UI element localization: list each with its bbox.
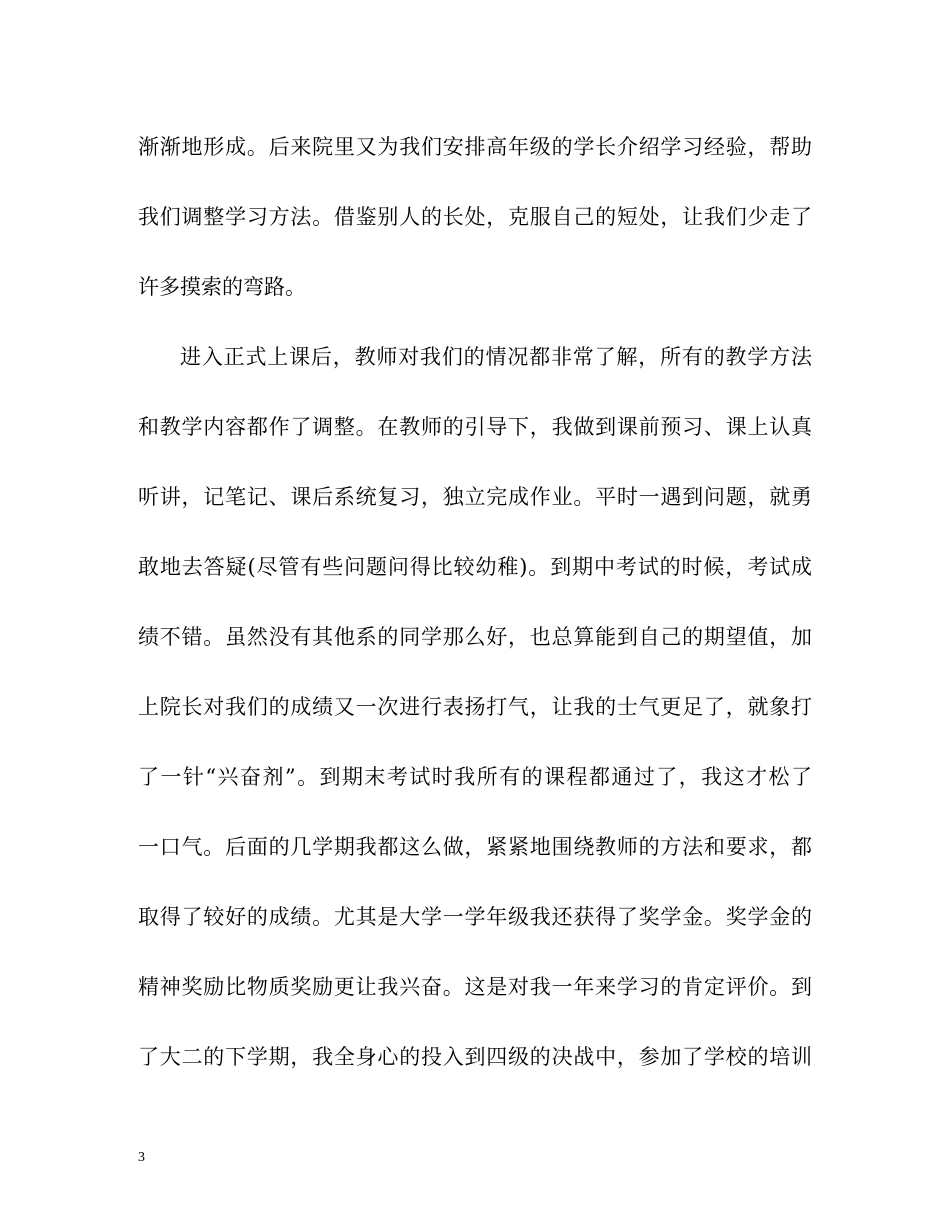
text-line: 取得了较好的成绩。尤其是大学一学年级我还获得了奖学金。奖学金的	[138, 905, 812, 929]
text-line: 了大二的下学期，我全身心的投入到四级的决战中，参加了学校的培训	[138, 1045, 812, 1069]
text-line: 敢地去答疑(尽管有些问题问得比较幼稚)。到期中考试的时候，考试成	[138, 555, 812, 579]
text-line: 上院长对我们的成绩又一次进行表扬打气，让我的士气更足了，就象打	[138, 695, 812, 719]
text-line: 许多摸索的弯路。	[138, 275, 306, 299]
text-line: 绩不错。虽然没有其他系的同学那么好，也总算能到自己的期望值，加	[138, 625, 812, 649]
page-number: 3	[138, 1150, 145, 1165]
text-line: 了一针“兴奋剂”。到期末考试时我所有的课程都通过了，我这才松了	[138, 765, 812, 789]
text-line: 一口气。后面的几学期我都这么做，紧紧地围绕教师的方法和要求，都	[138, 835, 812, 859]
text-line: 进入正式上课后，教师对我们的情况都非常了解，所有的教学方法	[180, 345, 812, 369]
text-line: 听讲，记笔记、课后系统复习，独立完成作业。平时一遇到问题，就勇	[138, 485, 812, 509]
text-line: 和教学内容都作了调整。在教师的引导下，我做到课前预习、课上认真	[138, 415, 812, 439]
text-line: 我们调整学习方法。借鉴别人的长处，克服自己的短处，让我们少走了	[138, 205, 812, 229]
text-line: 渐渐地形成。后来院里又为我们安排高年级的学长介绍学习经验，帮助	[138, 135, 812, 159]
text-line: 精神奖励比物质奖励更让我兴奋。这是对我一年来学习的肯定评价。到	[138, 975, 812, 999]
